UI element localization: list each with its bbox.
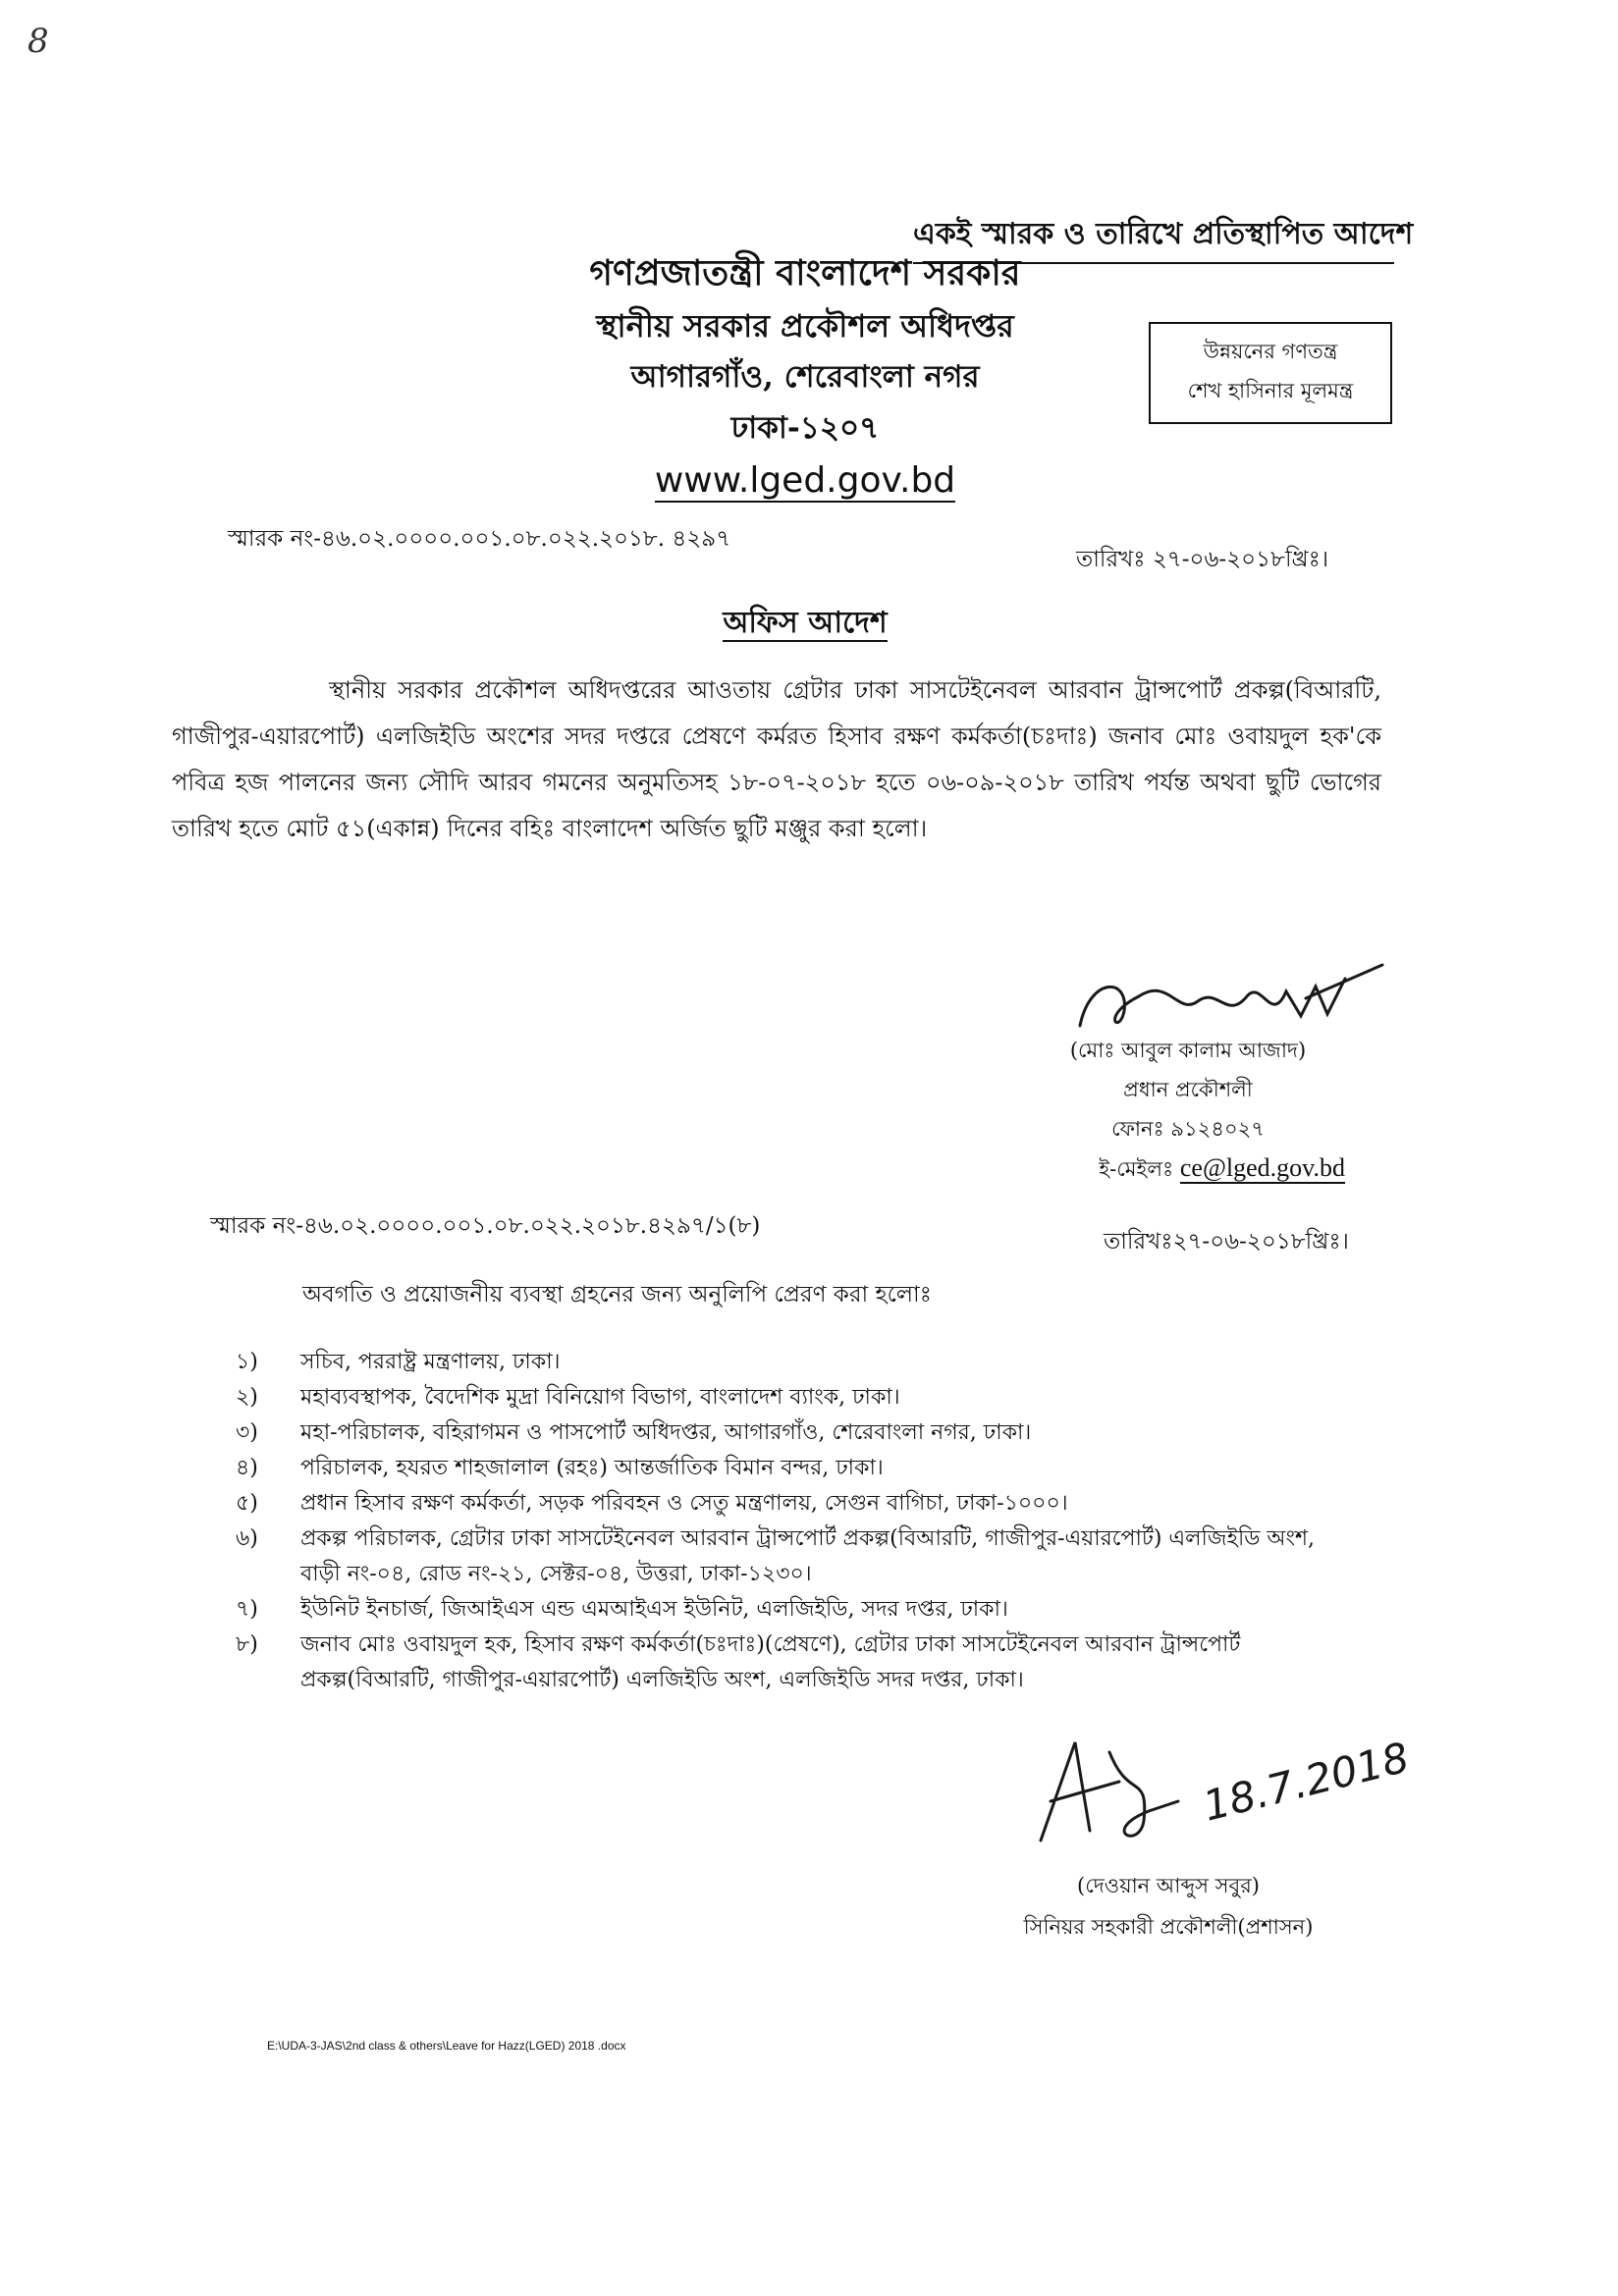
- email-link[interactable]: ce@lged.gov.bd: [1179, 1153, 1345, 1182]
- slogan-line-1: উন্নয়নের গণতন্ত্র: [1203, 340, 1338, 363]
- department-name: স্থানীয় সরকার প্রকৌশল অধিদপ্তর: [596, 307, 1014, 345]
- list-item: [236, 1522, 1394, 1592]
- list-item-text: মহা-পরিচালক, বহিরাগমন ও পাসপোর্ট অধিদপ্তর, আগারগাঁও, শেরেবাংলা নগর, ঢাকা।: [300, 1420, 1032, 1445]
- slogan-box: [1149, 322, 1392, 424]
- list-item-number: ১): [236, 1350, 258, 1374]
- list-item: [236, 1345, 1394, 1380]
- government-name: গণপ্রজাতন্ত্রী বাংলাদেশ সরকার: [589, 252, 1021, 294]
- office-order-title-text: অফিস আদেশ: [723, 606, 888, 640]
- list-item-number: ২): [236, 1385, 258, 1410]
- copy-memo-number: স্মারক নং-৪৬.০২.০০০০.০০১.০৮.০২২.২০১৮.৪২৯৭/১(৮): [210, 1213, 761, 1239]
- signatory-1-email-row: [1031, 1148, 1345, 1189]
- list-item: [236, 1451, 1394, 1486]
- list-item: [236, 1628, 1394, 1698]
- list-item-number: ৫): [236, 1491, 258, 1516]
- page-number-mark: 8: [27, 22, 49, 61]
- website-link[interactable]: www.lged.gov.bd: [654, 460, 956, 501]
- memo-number: স্মারক নং-৪৬.০২.০০০০.০০১.০৮.০২২.২০১৮. ৪২৯৭: [228, 526, 731, 552]
- signatory-1-designation: প্রধান প্রকৌশলী: [1123, 1078, 1253, 1101]
- list-item-text: প্রধান হিসাব রক্ষণ কর্মকর্তা, সড়ক পরিবহন ও সেতু মন্ত্রণালয়, সেগুন বাগিচা, ঢাকা-১০০০।: [300, 1491, 1068, 1516]
- letterhead: [471, 245, 1139, 508]
- list-item-text: প্রকল্প পরিচালক, গ্রেটার ঢাকা সাসটেইনেবল আরবান ট্রান্সপোর্ট প্রকল্প(বিআরটি, গাজীপুর-এয়ারপোর্ট) এলজিইডি অংশ, বাড়ী নং-০৪, রোড নং-২১, সেক্টর-০৪, উত্তরা, ঢাকা-১২৩০।: [300, 1526, 1315, 1586]
- website-link-row: [471, 454, 1139, 508]
- copy-intro: অবগতি ও প্রয়োজনীয় ব্যবস্থা গ্রহনের জন্য অনুলিপি প্রেরণ করা হলোঃ: [302, 1282, 932, 1308]
- list-item: [236, 1486, 1394, 1522]
- signatory-2-designation: সিনিয়র সহকারী প্রকৌশলী(প্রশাসন): [1023, 1915, 1314, 1939]
- order-body: স্থানীয় সরকার প্রকৌশল অধিদপ্তরের আওতায় গ্রেটার ঢাকা সাসটেইনেবল আরবান ট্রান্সপোর্ট প্রকল্প(বিআরটি, গাজীপুর-এয়ারপোর্ট) এলজিইডি অংশের সদর দপ্তরে প্রেষণে কর্মরত হিসাব রক্ষণ কর্মকর্তা(চঃদাঃ) জনাব মোঃ ওবায়দুল হক'কে পবিত্র হজ পালনের জন্য সৌদি আরব গমনের অনুমতিসহ ১৮-০৭-২০১৮ হতে ০৬-০৯-২০১৮ তারিখ পর্যন্ত অথবা ছুটি ভোগের তারিখ হতে মোট ৫১(একান্ন) দিনের বহিঃ বাংলাদেশ অর্জিত ছুটি মঞ্জুর করা হলো।: [172, 676, 1381, 842]
- signatory-2: [982, 1865, 1355, 1948]
- signatory-1-phone: ফোনঃ ৯১২৪০২৭: [1111, 1117, 1265, 1141]
- slogan-line-2: শেখ হাসিনার মূলমন্ত্র: [1187, 379, 1354, 402]
- office-order-title: [697, 599, 913, 649]
- list-item: [236, 1380, 1394, 1415]
- file-path-footer: E:\UDA-3-JAS\2nd class & others\Leave for Hazz(LGED) 2018 .docx: [267, 2039, 626, 2053]
- signatory-1-name: (মোঃ আবুল কালাম আজাদ): [1069, 1039, 1307, 1062]
- list-item-number: ৪): [236, 1456, 258, 1480]
- replaced-order-note: একই স্মারক ও তারিখে প্রতিস্থাপিত আদেশ: [913, 210, 1394, 264]
- list-item: [236, 1592, 1394, 1628]
- department-address: আগারগাঁও, শেরেবাংলা নগর: [630, 359, 980, 395]
- signatory-2-name: (দেওয়ান আব্দুস সবুর): [1077, 1874, 1260, 1897]
- list-item-number: ৬): [236, 1526, 258, 1551]
- list-item-text: ইউনিট ইনচার্জ, জিআইএস এন্ড এমআইএস ইউনিট, এলজিইডি, সদর দপ্তর, ঢাকা।: [300, 1597, 1008, 1622]
- memo-date: তারিখঃ ২৭-০৬-২০১৮খ্রিঃ।: [1076, 547, 1329, 572]
- email-label: ই-মেইলঃ: [1099, 1157, 1174, 1181]
- list-item-number: ৩): [236, 1420, 258, 1445]
- signature-date: 18.7.2018: [1198, 1733, 1414, 1831]
- list-item: [236, 1415, 1394, 1451]
- list-item-text: জনাব মোঃ ওবায়দুল হক, হিসাব রক্ষণ কর্মকর্তা(চঃদাঃ)(প্রেষণে), গ্রেটার ঢাকা সাসটেইনেবল আরবান ট্রান্সপোর্ট প্রকল্প(বিআরটি, গাজীপুর-এয়ারপোর্ট) এলজিইডি অংশ, এলজিইডি সদর দপ্তর, ঢাকা।: [300, 1632, 1241, 1692]
- signature-senior-assistant-engineer: [982, 1713, 1414, 1860]
- distribution-list: [236, 1345, 1394, 1698]
- signatory-1: [1031, 1031, 1345, 1189]
- list-item-number: ৭): [236, 1597, 258, 1622]
- department-city: ঢাকা-১২০৭: [730, 410, 880, 446]
- list-item-text: পরিচালক, হযরত শাহজালাল (রহঃ) আন্তর্জাতিক বিমান বন্দর, ঢাকা।: [300, 1456, 884, 1480]
- copy-memo-date: তারিখঃ২৭-০৬-২০১৮খ্রিঃ।: [1104, 1229, 1349, 1255]
- list-item-text: সচিব, পররাষ্ট্র মন্ত্রণালয়, ঢাকা।: [300, 1350, 561, 1374]
- list-item-number: ৮): [236, 1632, 258, 1657]
- list-item-text: মহাব্যবস্থাপক, বৈদেশিক মুদ্রা বিনিয়োগ বিভাগ, বাংলাদেশ ব্যাংক, ঢাকা।: [300, 1385, 900, 1410]
